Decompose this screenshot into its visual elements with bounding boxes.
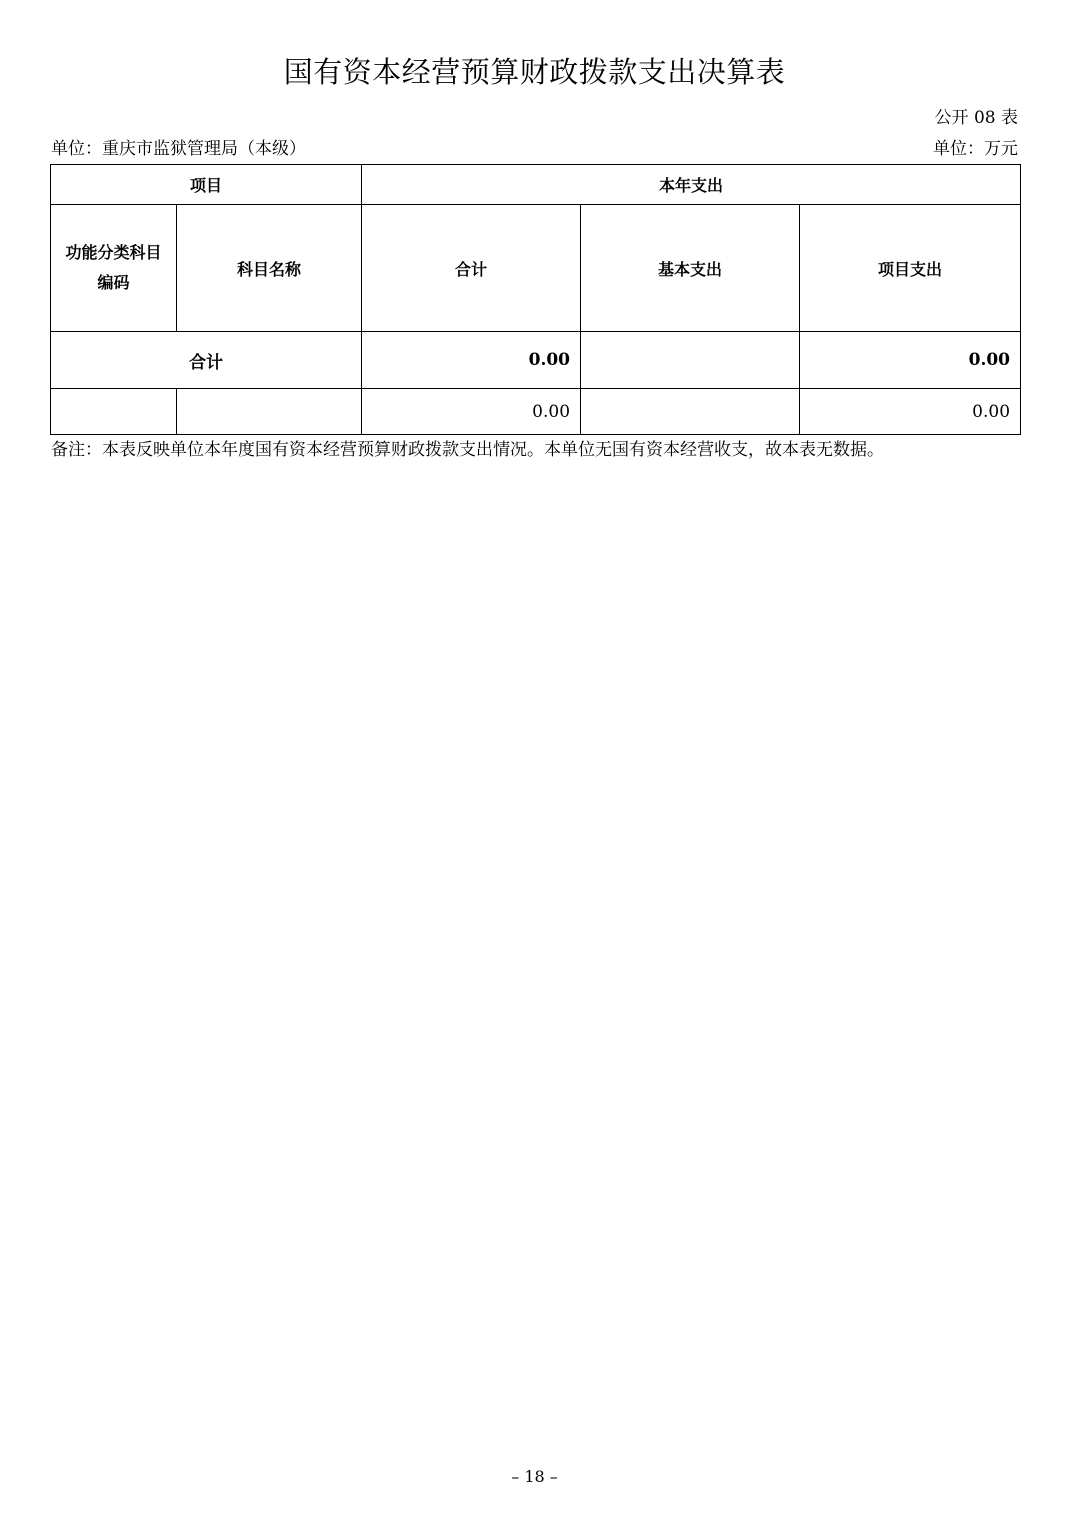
header-function-code-line2: 编码 bbox=[97, 273, 130, 292]
page-number: – 18 – bbox=[511, 1467, 558, 1486]
header-row-2 bbox=[51, 205, 1021, 332]
header-basic-expense: 基本支出 bbox=[581, 205, 800, 332]
row-total: 0.00 bbox=[362, 389, 581, 435]
header-row-1 bbox=[51, 165, 1021, 205]
header-subject-name: 科目名称 bbox=[177, 205, 362, 332]
row-basic bbox=[581, 389, 800, 435]
row-name bbox=[177, 389, 362, 435]
header-project: 项目 bbox=[51, 165, 362, 205]
table-note: 备注：本表反映单位本年度国有资本经营预算财政拨款支出情况。本单位无国有资本经营收支，故本表无数据。 bbox=[51, 440, 884, 460]
table-code: 公开 08 表 bbox=[934, 108, 1018, 128]
header-function-code bbox=[51, 205, 177, 332]
total-row bbox=[51, 332, 1021, 389]
total-row-basic bbox=[581, 332, 800, 389]
total-row-label: 合计 bbox=[51, 332, 362, 389]
header-project-expense: 项目支出 bbox=[800, 205, 1021, 332]
page-title: 国有资本经营预算财政拨款支出决算表 bbox=[283, 55, 786, 89]
currency-unit: 单位：万元 bbox=[933, 139, 1018, 159]
table-row bbox=[51, 389, 1021, 435]
row-code bbox=[51, 389, 177, 435]
total-row-project: 0.00 bbox=[800, 332, 1021, 389]
budget-table bbox=[50, 164, 1021, 435]
total-row-total: 0.00 bbox=[362, 332, 581, 389]
header-total: 合计 bbox=[362, 205, 581, 332]
header-function-code-line1: 功能分类科目 bbox=[65, 243, 162, 262]
row-project: 0.00 bbox=[800, 389, 1021, 435]
header-current-year-expense: 本年支出 bbox=[362, 165, 1021, 205]
reporting-unit: 单位：重庆市监狱管理局（本级） bbox=[51, 139, 306, 159]
